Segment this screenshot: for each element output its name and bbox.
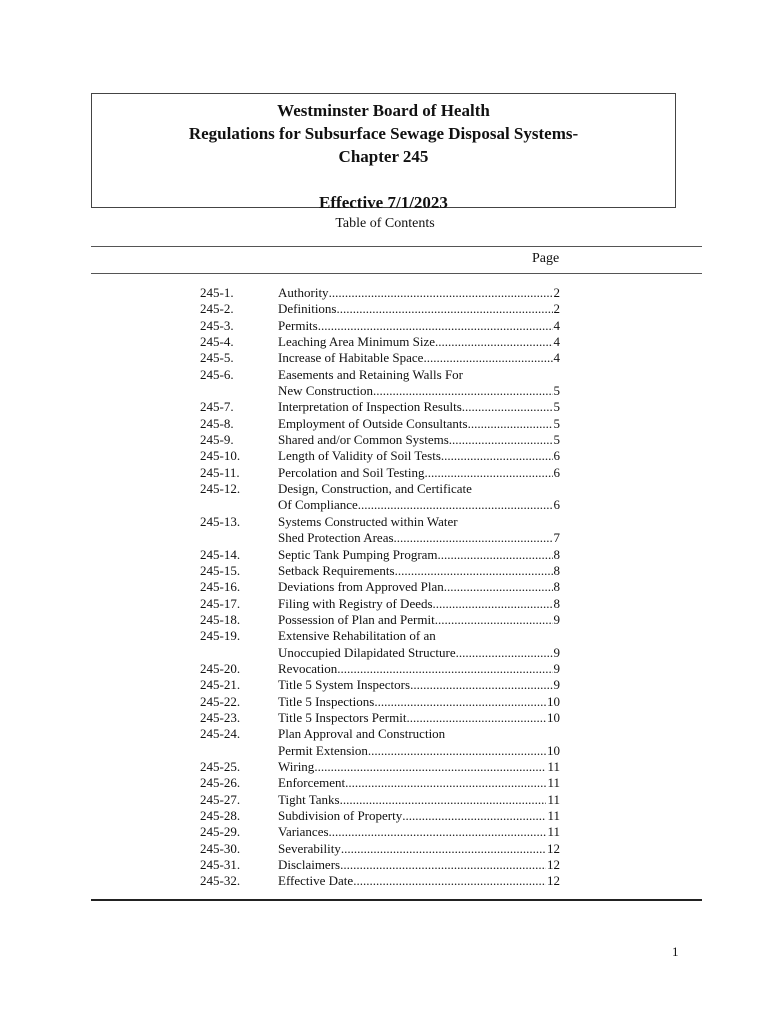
toc-entry <box>200 808 560 824</box>
divider-top <box>91 246 702 247</box>
dot-leader <box>373 383 553 399</box>
toc-page-number: 6 <box>553 464 560 480</box>
dot-leader <box>425 465 553 481</box>
toc-entry-text <box>278 497 560 513</box>
toc-section-number: 245-5. <box>200 350 234 366</box>
toc-entry-text <box>278 432 560 448</box>
toc-title: Revocation <box>278 660 338 676</box>
toc-entry <box>200 677 560 693</box>
toc-entry-text <box>278 416 560 432</box>
toc-title: Wiring <box>278 758 315 774</box>
toc-page-number: 2 <box>553 285 560 300</box>
toc-entry <box>200 792 560 808</box>
toc-page-number: 8 <box>553 546 560 562</box>
toc-entry <box>200 301 560 317</box>
toc-section-number: 245-30. <box>200 840 241 856</box>
dot-leader <box>318 318 553 334</box>
dot-leader <box>340 792 547 808</box>
toc-section-number: 245-7. <box>200 399 234 415</box>
toc-section-number: 245-2. <box>200 301 234 317</box>
dot-leader <box>456 645 553 661</box>
title-box <box>91 93 676 212</box>
dot-leader <box>438 547 553 563</box>
toc-title: Authority <box>278 285 329 300</box>
toc-page-number: 8 <box>553 595 560 611</box>
toc-title: Title 5 Inspectors Permit <box>278 709 407 725</box>
toc-title: Unoccupied Dilapidated Structure <box>278 644 456 660</box>
dot-leader <box>441 448 553 464</box>
toc-title: Possession of Plan and Permit <box>278 611 435 627</box>
toc-section-number: 245-24. <box>200 726 241 742</box>
toc-title: Deviations from Approved Plan <box>278 579 444 595</box>
toc-title: Title 5 System Inspectors <box>278 677 411 693</box>
toc-entry-text <box>278 694 560 710</box>
toc-title: Disclaimers <box>278 857 341 873</box>
toc-section-number: 245-6. <box>200 366 234 382</box>
toc-section-number: 245-32. <box>200 873 241 889</box>
toc-entry-text <box>278 350 560 366</box>
dot-leader <box>449 432 553 448</box>
toc-entry-text <box>278 579 560 595</box>
dot-leader <box>444 579 553 595</box>
toc-page-number: 12 <box>547 857 560 873</box>
dot-leader <box>462 399 553 415</box>
toc-page-number: 10 <box>547 742 560 758</box>
toc-entry-text <box>278 710 560 726</box>
toc-entry <box>200 318 560 334</box>
board-name: Westminster Board of Health <box>277 101 490 120</box>
toc-entry <box>200 416 560 432</box>
toc-list <box>200 285 560 890</box>
toc-section-number: 245-18. <box>200 611 241 627</box>
toc-page-number: 11 <box>547 758 560 774</box>
toc-entry-text <box>278 514 560 530</box>
toc-section-number: 245-19. <box>200 628 241 644</box>
toc-page-number: 6 <box>553 448 560 464</box>
toc-entry <box>200 547 560 563</box>
toc-page-number: 8 <box>553 562 560 578</box>
toc-heading: Table of Contents <box>335 216 435 231</box>
toc-page-number: 8 <box>553 579 560 595</box>
toc-entry <box>200 710 560 726</box>
toc-page-number: 9 <box>553 677 560 693</box>
toc-page-number: 2 <box>553 301 560 317</box>
toc-page-number: 4 <box>553 334 560 350</box>
toc-page-number: 12 <box>547 840 560 856</box>
toc-number-spacer <box>200 645 278 661</box>
toc-entry <box>200 399 560 415</box>
dot-leader <box>410 677 552 693</box>
toc-page-number: 5 <box>553 415 560 431</box>
toc-title: New Construction <box>278 383 373 399</box>
toc-section-number: 245-14. <box>200 546 241 562</box>
toc-entry-text <box>278 677 560 693</box>
toc-section-number: 245-1. <box>200 285 234 300</box>
toc-section-number: 245-13. <box>200 513 241 529</box>
toc-number-spacer <box>200 497 278 513</box>
toc-entry-text <box>278 759 560 775</box>
dot-leader <box>353 873 546 889</box>
toc-entry-text <box>278 448 560 464</box>
toc-title: Septic Tank Pumping Program <box>278 546 438 562</box>
toc-title: Systems Constructed within Water <box>278 513 458 529</box>
toc-entry <box>200 367 560 400</box>
dot-leader <box>374 694 546 710</box>
toc-entry-text <box>278 743 560 759</box>
toc-section-number: 245-17. <box>200 595 241 611</box>
page-column-label: Page <box>532 251 560 266</box>
toc-title: Design, Construction, and Certificate <box>278 481 472 497</box>
toc-entry-text <box>278 285 560 301</box>
toc-entry-text <box>278 530 560 546</box>
toc-title: Employment of Outside Consultants <box>278 415 468 431</box>
toc-entry-text <box>278 628 560 644</box>
toc-title: Extensive Rehabilitation of an <box>278 628 436 644</box>
effective-date: Effective 7/1/2023 <box>319 193 448 212</box>
toc-title: Title 5 Inspections <box>278 693 375 709</box>
toc-entry-text <box>278 645 560 661</box>
toc-page-number: 9 <box>553 660 560 676</box>
dot-leader <box>329 824 547 840</box>
toc-entry <box>200 824 560 840</box>
toc-title: Enforcement <box>278 775 346 791</box>
toc-entry-text <box>278 481 560 497</box>
toc-title: Shed Protection Areas <box>278 530 394 546</box>
toc-entry-text <box>278 792 560 808</box>
toc-page-number: 9 <box>553 611 560 627</box>
chapter-title: Chapter 245 <box>338 147 429 166</box>
toc-entry <box>200 334 560 350</box>
toc-section-number: 245-25. <box>200 758 241 774</box>
dot-leader <box>433 596 553 612</box>
dot-leader <box>402 808 546 824</box>
dot-leader <box>340 857 546 873</box>
toc-entry <box>200 726 560 759</box>
divider-bottom <box>91 899 702 901</box>
toc-title: Percolation and Soil Testing <box>278 464 425 480</box>
toc-section-number: 245-23. <box>200 709 241 725</box>
toc-entry-text <box>278 661 560 677</box>
toc-section-number: 245-28. <box>200 808 241 823</box>
toc-section-number: 245-12. <box>200 481 241 497</box>
toc-entry-text <box>278 465 560 481</box>
toc-page-number: 5 <box>553 383 560 399</box>
toc-entry-text <box>278 857 560 873</box>
toc-section-number: 245-9. <box>200 432 234 448</box>
dot-leader <box>394 530 553 546</box>
toc-title: Tight Tanks <box>278 791 340 807</box>
dot-leader <box>435 612 553 628</box>
toc-page-number: 4 <box>553 317 560 333</box>
toc-section-number: 245-8. <box>200 415 234 431</box>
toc-entry <box>200 694 560 710</box>
toc-title: Shared and/or Common Systems <box>278 432 449 448</box>
toc-entry-text <box>278 775 560 791</box>
toc-page-number: 11 <box>547 791 560 807</box>
divider-header <box>91 273 702 274</box>
toc-entry <box>200 432 560 448</box>
toc-entry-text <box>278 596 560 612</box>
dot-leader <box>435 334 552 350</box>
toc-title: Setback Requirements <box>278 562 395 578</box>
dot-leader <box>329 285 553 301</box>
toc-section-number: 245-22. <box>200 693 241 709</box>
toc-entry-text <box>278 841 560 857</box>
toc-entry-text <box>278 318 560 334</box>
toc-page-number: 4 <box>553 350 560 366</box>
toc-entry-text <box>278 399 560 415</box>
toc-entry-text <box>278 873 560 889</box>
toc-entry <box>200 465 560 481</box>
toc-entry-text <box>278 726 560 742</box>
toc-entry <box>200 841 560 857</box>
toc-title: Increase of Habitable Space <box>278 350 424 366</box>
toc-page-number: 7 <box>553 530 560 546</box>
toc-entry-text <box>278 563 560 579</box>
toc-page-number: 11 <box>547 808 560 823</box>
toc-section-number: 245-11. <box>200 464 240 480</box>
dot-leader <box>406 710 546 726</box>
toc-section-number: 245-4. <box>200 334 234 350</box>
toc-title: Permits <box>278 317 318 333</box>
toc-entry-text <box>278 808 560 824</box>
toc-entry <box>200 775 560 791</box>
toc-section-number: 245-26. <box>200 775 241 791</box>
toc-title: Plan Approval and Construction <box>278 726 446 742</box>
toc-page-number: 10 <box>547 693 560 709</box>
dot-leader <box>337 661 552 677</box>
toc-entry-text <box>278 367 560 383</box>
toc-title: Easements and Retaining Walls For <box>278 366 464 382</box>
dot-leader <box>341 841 546 857</box>
dot-leader <box>358 497 553 513</box>
toc-entry <box>200 612 560 628</box>
toc-page-number: 10 <box>547 709 560 725</box>
toc-number-spacer <box>200 743 278 759</box>
toc-page-number: 12 <box>547 873 560 889</box>
toc-title: Leaching Area Minimum Size <box>278 334 436 350</box>
toc-entry <box>200 759 560 775</box>
toc-section-number: 245-3. <box>200 317 234 333</box>
toc-entry <box>200 628 560 661</box>
toc-entry <box>200 857 560 873</box>
toc-entry <box>200 448 560 464</box>
page-number: 1 <box>672 944 679 959</box>
toc-page-number: 5 <box>553 432 560 448</box>
toc-entry-text <box>278 334 560 350</box>
toc-entry <box>200 563 560 579</box>
toc-section-number: 245-21. <box>200 677 241 693</box>
toc-title: Permit Extension <box>278 742 368 758</box>
toc-entry-text <box>278 547 560 563</box>
toc-entry <box>200 285 560 301</box>
dot-leader <box>337 301 553 317</box>
dot-leader <box>314 759 546 775</box>
toc-title: Variances <box>278 824 329 840</box>
toc-entry <box>200 350 560 366</box>
toc-entry-text <box>278 301 560 317</box>
toc-number-spacer <box>200 383 278 399</box>
toc-section-number: 245-29. <box>200 824 241 840</box>
toc-entry <box>200 596 560 612</box>
toc-entry <box>200 873 560 889</box>
toc-page-number: 6 <box>553 497 560 513</box>
toc-title: Definitions <box>278 301 337 317</box>
toc-entry-text <box>278 612 560 628</box>
toc-title: Length of Validity of Soil Tests <box>278 448 441 464</box>
toc-section-number: 245-16. <box>200 579 241 595</box>
toc-page-number: 9 <box>553 644 560 660</box>
toc-page-number: 5 <box>553 399 560 415</box>
toc-title: Of Compliance <box>278 497 358 513</box>
toc-number-spacer <box>200 530 278 546</box>
toc-entry <box>200 481 560 514</box>
toc-title: Effective Date <box>278 873 354 889</box>
toc-title: Interpretation of Inspection Results <box>278 399 462 415</box>
toc-title: Subdivision of Property <box>278 808 403 823</box>
dot-leader <box>368 743 546 759</box>
toc-title: Severability <box>278 840 341 856</box>
toc-entry <box>200 514 560 547</box>
toc-section-number: 245-10. <box>200 448 241 464</box>
dot-leader <box>468 416 553 432</box>
toc-page-number: 11 <box>547 824 560 840</box>
toc-section-number: 245-15. <box>200 562 241 578</box>
regulations-title: Regulations for Subsurface Sewage Disposal Systems- <box>188 124 579 143</box>
toc-section-number: 245-27. <box>200 791 241 807</box>
toc-page-number: 11 <box>547 775 560 791</box>
dot-leader <box>345 775 546 791</box>
toc-title: Filing with Registry of Deeds <box>278 595 433 611</box>
toc-entry-text <box>278 824 560 840</box>
toc-section-number: 245-20. <box>200 660 241 676</box>
toc-entry-text <box>278 383 560 399</box>
dot-leader <box>423 350 552 366</box>
toc-section-number: 245-31. <box>200 857 241 873</box>
dot-leader <box>395 563 553 579</box>
toc-entry <box>200 661 560 677</box>
toc-entry <box>200 579 560 595</box>
